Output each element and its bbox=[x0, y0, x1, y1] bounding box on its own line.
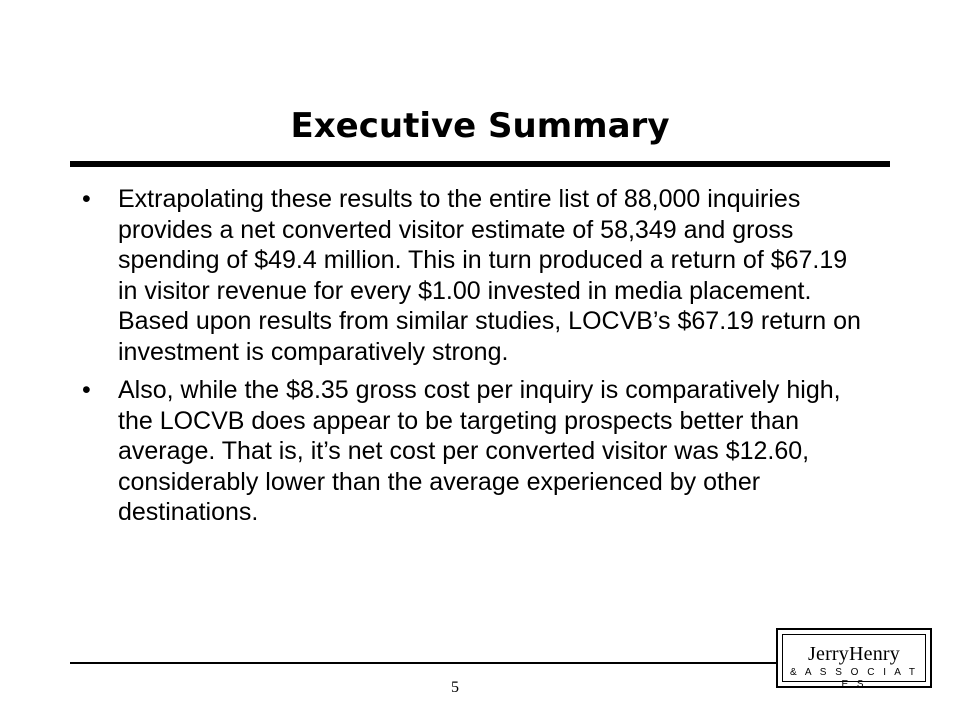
bullet-text: Also, while the $8.35 gross cost per inquiry is comparatively high, the LOCVB does appear to be targeting prospects better than average. That is, it’s net cost per converted visitor was $12.60, considerably lower than the average experienced by other destinations. bbox=[118, 376, 841, 526]
bullet-icon: • bbox=[82, 376, 91, 404]
title-divider bbox=[70, 161, 890, 167]
company-logo-subtitle: & A S S O C I A T E S bbox=[789, 667, 919, 690]
bullet-item bbox=[80, 375, 870, 528]
bullet-list bbox=[80, 184, 870, 536]
bullet-item bbox=[80, 184, 870, 367]
company-logo-frame bbox=[782, 634, 926, 690]
page-title: Executive Summary bbox=[290, 106, 670, 146]
page-number: 5 bbox=[451, 679, 459, 696]
bullet-text: Extrapolating these results to the entire list of 88,000 inquiries provides a net converted visitor estimate of 58,349 and gross spending of $49.4 million. This in turn produced a return of $67.19 in visitor revenue for every $1.00 invested in media placement. Based upon results from similar studies, LOCVB’s $67.19 return on investment is comparatively strong. bbox=[118, 185, 861, 366]
company-logo-name: JerryHenry bbox=[808, 643, 900, 665]
company-logo bbox=[776, 628, 932, 688]
bullet-icon: • bbox=[82, 185, 91, 213]
footer-divider bbox=[70, 662, 776, 664]
